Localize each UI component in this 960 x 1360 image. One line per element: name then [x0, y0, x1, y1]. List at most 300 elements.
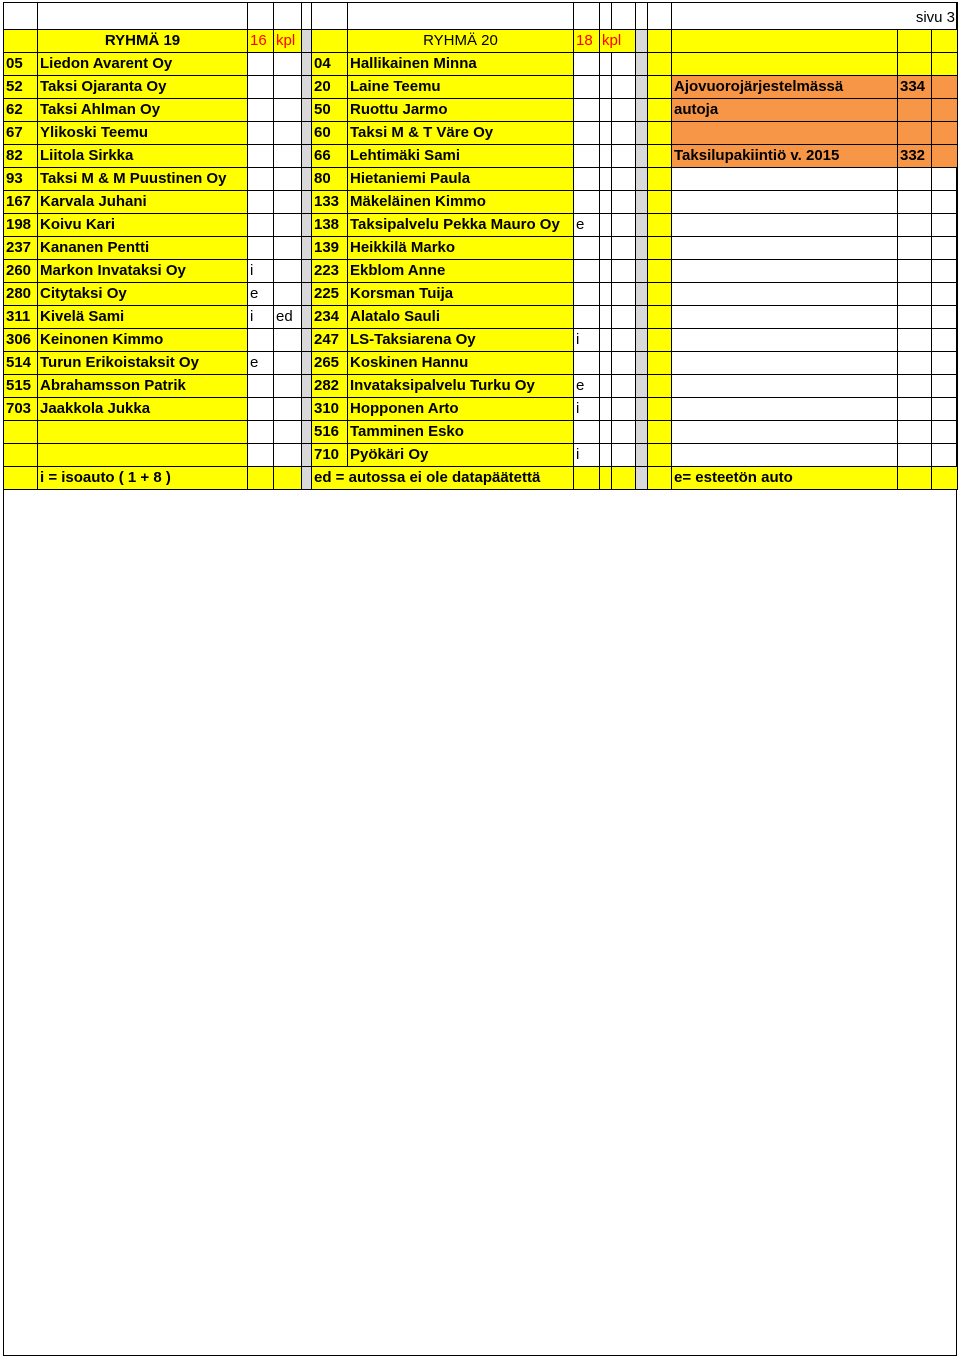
cell: [672, 191, 898, 214]
group20-operator-name: Tamminen Esko: [348, 421, 574, 444]
cell: [898, 398, 932, 421]
group20-vehicle-mark: [574, 191, 600, 214]
cell: [600, 237, 612, 260]
cell: [600, 76, 612, 99]
cell: [612, 467, 636, 490]
cell: [898, 260, 932, 283]
group19-data-mark: [274, 444, 302, 467]
separator-cell: [302, 375, 312, 398]
cell: [612, 260, 636, 283]
cell: [612, 421, 636, 444]
cell: [672, 375, 898, 398]
cell: [612, 76, 636, 99]
cell: [600, 53, 612, 76]
separator-cell: [302, 168, 312, 191]
cell: [612, 191, 636, 214]
group20-car-number: 138: [312, 214, 348, 237]
cell: [672, 283, 898, 306]
group19-data-mark: [274, 214, 302, 237]
group-header-row: [4, 30, 958, 53]
cell: [932, 306, 958, 329]
separator-cell: [636, 76, 648, 99]
cell: [600, 260, 612, 283]
cell: [574, 467, 600, 490]
cell: [932, 467, 958, 490]
table-row: [4, 145, 958, 168]
cell: [648, 398, 672, 421]
cell: [672, 53, 898, 76]
group19-operator-name: Turun Erikoistaksit Oy: [38, 352, 248, 375]
group20-car-number: 234: [312, 306, 348, 329]
group19-operator-name: Kivelä Sami: [38, 306, 248, 329]
group19-operator-name: Jaakkola Jukka: [38, 398, 248, 421]
cell: [672, 168, 898, 191]
cell: [302, 3, 312, 30]
cell: [38, 3, 248, 30]
separator-cell: [636, 329, 648, 352]
group20-count: 18: [574, 30, 600, 53]
cell: [612, 53, 636, 76]
group20-car-number: 265: [312, 352, 348, 375]
group19-vehicle-mark: [248, 122, 274, 145]
group20-operator-name: Laine Teemu: [348, 76, 574, 99]
cell: [648, 168, 672, 191]
group20-car-number: 710: [312, 444, 348, 467]
cell: [648, 444, 672, 467]
cell: [600, 99, 612, 122]
group19-vehicle-mark: [248, 99, 274, 122]
separator-cell: [302, 237, 312, 260]
group20-car-number: 04: [312, 53, 348, 76]
cell: [612, 329, 636, 352]
group19-vehicle-mark: [248, 398, 274, 421]
cell: [636, 30, 648, 53]
group20-vehicle-mark: [574, 168, 600, 191]
separator-cell: [302, 99, 312, 122]
ajovuoro-count: 334: [898, 76, 932, 99]
group19-data-mark: [274, 375, 302, 398]
group19-data-mark: [274, 168, 302, 191]
group19-vehicle-mark: [248, 237, 274, 260]
cell: [932, 191, 958, 214]
cell: [648, 352, 672, 375]
cell: [600, 3, 612, 30]
group19-data-mark: [274, 283, 302, 306]
cell: [672, 260, 898, 283]
separator-cell: [636, 467, 648, 490]
group19-data-mark: ed: [274, 306, 302, 329]
group19-data-mark: [274, 191, 302, 214]
group19-operator-name: Abrahamsson Patrik: [38, 375, 248, 398]
group19-vehicle-mark: i: [248, 260, 274, 283]
group20-vehicle-mark: [574, 352, 600, 375]
group20-vehicle-mark: i: [574, 444, 600, 467]
separator-cell: [302, 53, 312, 76]
cell: [4, 30, 38, 53]
group19-vehicle-mark: [248, 145, 274, 168]
cell: [612, 237, 636, 260]
cell: [612, 306, 636, 329]
separator-cell: [302, 467, 312, 490]
separator-cell: [636, 260, 648, 283]
group20-operator-name: Pyökäri Oy: [348, 444, 574, 467]
separator-cell: [636, 352, 648, 375]
group20-car-number: 247: [312, 329, 348, 352]
group20-vehicle-mark: i: [574, 329, 600, 352]
legend-esteeton: e= esteetön auto: [672, 467, 898, 490]
group20-operator-name: Ekblom Anne: [348, 260, 574, 283]
cell: [600, 398, 612, 421]
cell: [648, 306, 672, 329]
group20-car-number: 20: [312, 76, 348, 99]
group19-operator-name: Taksi Ojaranta Oy: [38, 76, 248, 99]
group20-vehicle-mark: [574, 260, 600, 283]
cell: [932, 398, 958, 421]
group20-car-number: 50: [312, 99, 348, 122]
group19-data-mark: [274, 145, 302, 168]
separator-cell: [636, 237, 648, 260]
group20-vehicle-mark: [574, 76, 600, 99]
cell: [932, 283, 958, 306]
table-row: [4, 191, 958, 214]
group19-vehicle-mark: [248, 444, 274, 467]
cell: [932, 421, 958, 444]
cell: [932, 375, 958, 398]
cell: [648, 329, 672, 352]
group19-operator-name: [38, 444, 248, 467]
cell: [600, 191, 612, 214]
group20-car-number: 66: [312, 145, 348, 168]
cell: [648, 375, 672, 398]
group20-operator-name: Taksi M & T Väre Oy: [348, 122, 574, 145]
group20-vehicle-mark: [574, 145, 600, 168]
cell: [612, 99, 636, 122]
cell: [648, 214, 672, 237]
group20-operator-name: Heikkilä Marko: [348, 237, 574, 260]
cell: [932, 329, 958, 352]
group20-car-number: 282: [312, 375, 348, 398]
group19-data-mark: [274, 99, 302, 122]
table-row: [4, 444, 958, 467]
group19-car-number: 62: [4, 99, 38, 122]
separator-cell: [302, 145, 312, 168]
cell: [932, 444, 958, 467]
cell: [600, 352, 612, 375]
cell: [898, 99, 932, 122]
group19-vehicle-mark: [248, 191, 274, 214]
table-row: [4, 168, 958, 191]
cell: [574, 3, 600, 30]
cell: [898, 168, 932, 191]
group20-vehicle-mark: [574, 99, 600, 122]
group19-car-number: 93: [4, 168, 38, 191]
group20-operator-name: LS-Taksiarena Oy: [348, 329, 574, 352]
group19-data-mark: [274, 237, 302, 260]
cell: [932, 30, 958, 53]
group19-data-mark: [274, 352, 302, 375]
separator-cell: [636, 444, 648, 467]
group19-car-number: 280: [4, 283, 38, 306]
group20-operator-name: Lehtimäki Sami: [348, 145, 574, 168]
separator-cell: [636, 122, 648, 145]
cell: [672, 352, 898, 375]
table-row: [4, 283, 958, 306]
separator-cell: [636, 398, 648, 421]
group19-unit: kpl: [274, 30, 302, 53]
cell: [648, 30, 672, 53]
cell: [898, 421, 932, 444]
group19-operator-name: Koivu Kari: [38, 214, 248, 237]
cell: [648, 3, 672, 30]
group20-vehicle-mark: [574, 283, 600, 306]
cell: [672, 444, 898, 467]
group19-vehicle-mark: e: [248, 283, 274, 306]
cell: [248, 467, 274, 490]
separator-cell: [636, 99, 648, 122]
group20-car-number: 60: [312, 122, 348, 145]
legend-datapaate: ed = autossa ei ole datapäätettä: [312, 467, 574, 490]
table-row: [4, 237, 958, 260]
group20-operator-name: Korsman Tuija: [348, 283, 574, 306]
group19-operator-name: Taksi Ahlman Oy: [38, 99, 248, 122]
group19-operator-name: Markon Invataksi Oy: [38, 260, 248, 283]
separator-cell: [636, 168, 648, 191]
separator-cell: [636, 306, 648, 329]
group20-unit: kpl: [600, 30, 636, 53]
table-row: [4, 260, 958, 283]
cell: [932, 99, 958, 122]
group19-car-number: [4, 444, 38, 467]
cell: [648, 237, 672, 260]
group19-data-mark: [274, 421, 302, 444]
group19-data-mark: [274, 329, 302, 352]
cell: [600, 329, 612, 352]
group19-data-mark: [274, 53, 302, 76]
cell: [648, 421, 672, 444]
cell: [898, 214, 932, 237]
group20-car-number: 223: [312, 260, 348, 283]
cell: [932, 237, 958, 260]
cell: [348, 3, 574, 30]
group19-car-number: 260: [4, 260, 38, 283]
page-number: sivu 3: [672, 3, 958, 30]
group19-car-number: 67: [4, 122, 38, 145]
group19-car-number: 82: [4, 145, 38, 168]
cell: [612, 168, 636, 191]
group19-operator-name: [38, 421, 248, 444]
cell: [898, 30, 932, 53]
cell: [600, 306, 612, 329]
group19-vehicle-mark: [248, 375, 274, 398]
group20-operator-name: Koskinen Hannu: [348, 352, 574, 375]
cell: [898, 237, 932, 260]
cell: [600, 467, 612, 490]
cell: [612, 352, 636, 375]
group19-vehicle-mark: i: [248, 306, 274, 329]
cell: [612, 375, 636, 398]
group19-count: 16: [248, 30, 274, 53]
group20-vehicle-mark: [574, 53, 600, 76]
group20-car-number: 80: [312, 168, 348, 191]
separator-cell: [302, 283, 312, 306]
table-row: [4, 53, 958, 76]
cell: [648, 53, 672, 76]
cell: [648, 122, 672, 145]
cell: [672, 398, 898, 421]
cell: [648, 467, 672, 490]
group20-vehicle-mark: [574, 122, 600, 145]
cell: [612, 3, 636, 30]
cell: [932, 214, 958, 237]
lupa-count: 332: [898, 145, 932, 168]
group19-operator-name: Ylikoski Teemu: [38, 122, 248, 145]
cell: [672, 329, 898, 352]
cell: [302, 30, 312, 53]
group19-operator-name: Kananen Pentti: [38, 237, 248, 260]
group19-vehicle-mark: [248, 168, 274, 191]
cell: [898, 122, 932, 145]
page-header-row: [4, 3, 958, 30]
group20-operator-name: Invataksipalvelu Turku Oy: [348, 375, 574, 398]
separator-cell: [636, 375, 648, 398]
group19-car-number: 311: [4, 306, 38, 329]
separator-cell: [636, 214, 648, 237]
group19-operator-name: Liedon Avarent Oy: [38, 53, 248, 76]
cell: [312, 3, 348, 30]
cell: [898, 352, 932, 375]
separator-cell: [636, 53, 648, 76]
cell: [612, 398, 636, 421]
cell: [274, 3, 302, 30]
cell: [898, 306, 932, 329]
taxi-group-sheet: [3, 2, 958, 490]
table-row: [4, 306, 958, 329]
group20-car-number: 516: [312, 421, 348, 444]
cell: [898, 53, 932, 76]
group19-operator-name: Taksi M & M Puustinen Oy: [38, 168, 248, 191]
group19-vehicle-mark: e: [248, 352, 274, 375]
legend-row: [4, 467, 958, 490]
cell: [4, 3, 38, 30]
cell: [672, 306, 898, 329]
cell: [932, 260, 958, 283]
cell: [898, 444, 932, 467]
table-row: [4, 122, 958, 145]
group20-vehicle-mark: i: [574, 398, 600, 421]
cell: [672, 214, 898, 237]
cell: [248, 3, 274, 30]
cell: [932, 53, 958, 76]
group19-data-mark: [274, 260, 302, 283]
cell: [600, 283, 612, 306]
cell: [612, 283, 636, 306]
table-row: [4, 329, 958, 352]
group19-car-number: [4, 421, 38, 444]
cell: [672, 421, 898, 444]
separator-cell: [302, 260, 312, 283]
cell: [600, 421, 612, 444]
cell: [898, 191, 932, 214]
separator-cell: [302, 352, 312, 375]
group20-operator-name: Alatalo Sauli: [348, 306, 574, 329]
ajovuoro-label: Ajovuorojärjestelmässä: [672, 76, 898, 99]
cell: [600, 444, 612, 467]
cell: [636, 3, 648, 30]
cell: [4, 467, 38, 490]
group20-vehicle-mark: [574, 237, 600, 260]
autoja-label: autoja: [672, 99, 898, 122]
group20-operator-name: Hallikainen Minna: [348, 53, 574, 76]
group20-car-number: 139: [312, 237, 348, 260]
cell: [898, 375, 932, 398]
separator-cell: [302, 329, 312, 352]
separator-cell: [302, 444, 312, 467]
group19-car-number: 167: [4, 191, 38, 214]
cell: [612, 444, 636, 467]
table-row: [4, 214, 958, 237]
cell: [600, 375, 612, 398]
cell: [648, 145, 672, 168]
group19-data-mark: [274, 76, 302, 99]
group19-car-number: 514: [4, 352, 38, 375]
separator-cell: [302, 76, 312, 99]
group20-operator-name: Mäkeläinen Kimmo: [348, 191, 574, 214]
group19-vehicle-mark: [248, 53, 274, 76]
group20-vehicle-mark: e: [574, 375, 600, 398]
group19-vehicle-mark: [248, 421, 274, 444]
group19-operator-name: Citytaksi Oy: [38, 283, 248, 306]
group19-car-number: 05: [4, 53, 38, 76]
cell: [612, 122, 636, 145]
cell: [898, 467, 932, 490]
table-row: [4, 76, 958, 99]
group20-operator-name: Taksipalvelu Pekka Mauro Oy: [348, 214, 574, 237]
cell: [612, 145, 636, 168]
group19-car-number: 703: [4, 398, 38, 421]
legend-isoauto: i = isoauto ( 1 + 8 ): [38, 467, 248, 490]
group20-operator-name: Hopponen Arto: [348, 398, 574, 421]
group19-car-number: 515: [4, 375, 38, 398]
table-row: [4, 421, 958, 444]
group20-car-number: 225: [312, 283, 348, 306]
cell: [648, 260, 672, 283]
group19-operator-name: Liitola Sirkka: [38, 145, 248, 168]
cell: [612, 214, 636, 237]
lupa-label: Taksilupakiintiö v. 2015: [672, 145, 898, 168]
group20-car-number: 133: [312, 191, 348, 214]
cell: [932, 122, 958, 145]
group19-vehicle-mark: [248, 214, 274, 237]
group19-title: RYHMÄ 19: [38, 30, 248, 53]
cell: [312, 30, 348, 53]
group20-operator-name: Ruottu Jarmo: [348, 99, 574, 122]
group20-title: RYHMÄ 20: [348, 30, 574, 53]
separator-cell: [302, 421, 312, 444]
group20-car-number: 310: [312, 398, 348, 421]
table-row: [4, 352, 958, 375]
group20-operator-name: Hietaniemi Paula: [348, 168, 574, 191]
cell: [898, 329, 932, 352]
cell: [600, 145, 612, 168]
separator-cell: [302, 191, 312, 214]
cell: [274, 467, 302, 490]
cell: [932, 145, 958, 168]
group19-car-number: 306: [4, 329, 38, 352]
separator-cell: [302, 122, 312, 145]
table-row: [4, 99, 958, 122]
cell: [932, 168, 958, 191]
separator-cell: [636, 283, 648, 306]
